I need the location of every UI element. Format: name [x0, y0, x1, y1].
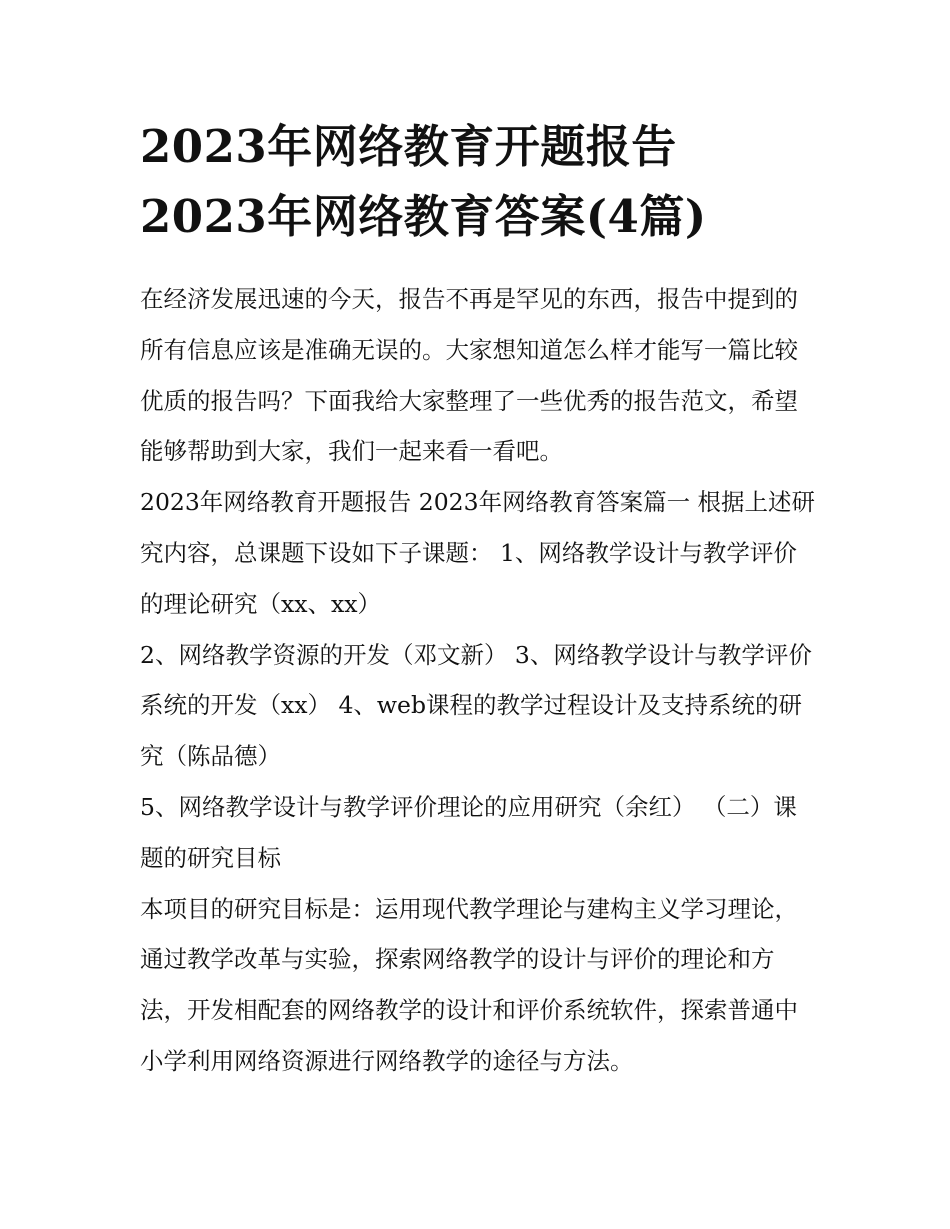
- subtopics-paragraph-2: 2、网络教学资源的开发（邓文新） 3、网络教学设计与教学评价系统的开发（xx） 4、web课程的教学过程设计及支持系统的研究（陈品德）: [140, 640, 812, 771]
- document-content: [140, 112, 820, 1087]
- document-title-line-1: 2023年网络教育开题报告: [140, 120, 677, 173]
- subtopics-paragraph-1: 2023年网络教育开题报告 2023年网络教育答案篇一 根据上述研究内容，总课题下设如下子课题： 1、网络教学设计与教学评价的理论研究（xx、xx）: [140, 488, 816, 618]
- subtopics-paragraph-3: 5、网络教学设计与教学评价理论的应用研究（余红） （二）课题的研究目标: [140, 792, 797, 872]
- research-goal-paragraph: 本项目的研究目标是：运用现代教学理论与建构主义学习理论，通过教学改革与实验，探索网络教学的设计与评价的理论和方法，开发相配套的网络教学的设计和评价系统软件，探索普通中小学利用网络资源进行网络教学的途径与方法。: [140, 894, 798, 1075]
- document-title-line-2: 2023年网络教育答案(4篇): [140, 190, 707, 243]
- intro-paragraph: 在经济发展迅速的今天，报告不再是罕见的东西，报告中提到的所有信息应该是准确无误的。大家想知道怎么样才能写一篇比较优质的报告吗？下面我给大家整理了一些优秀的报告范文，希望能够帮助到大家，我们一起来看一看吧。: [140, 285, 798, 466]
